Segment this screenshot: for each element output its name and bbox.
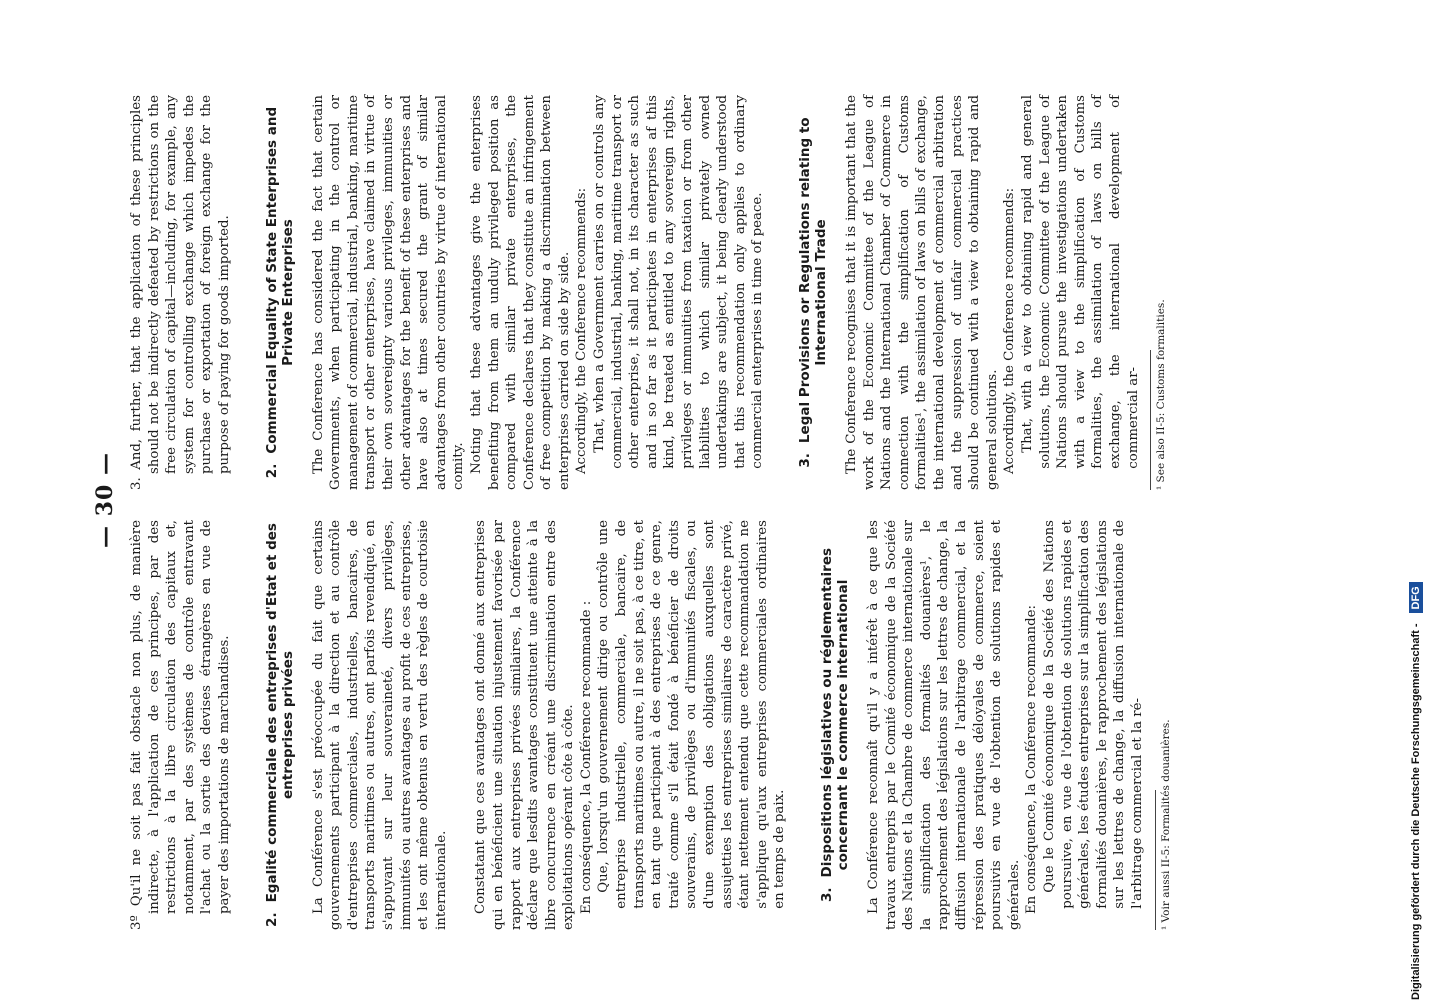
french-footnote: ¹ Voir aussi II-5: Formalités douanières. <box>1159 719 1172 930</box>
french-section-3-number: 3. <box>819 887 835 903</box>
dfg-sidebar-text: Digitalisierung gefördert durch die Deutsche Forschungsgemeinschaft - <box>1410 623 1422 1000</box>
english-section-3-title: Legal Provisions or Regulations relating to International Trade <box>797 117 829 444</box>
dfg-logo: DFG <box>1409 582 1423 613</box>
english-section-3-heading <box>797 95 829 490</box>
page-number: — 30 — <box>92 452 118 548</box>
french-section-3-heading <box>819 520 851 930</box>
french-footnote-rule <box>1155 790 1156 930</box>
english-section-2-title: Commercial Equality of State Enterprises and Private Enterprises <box>263 106 296 454</box>
french-section-2-number: 2. <box>263 912 280 927</box>
french-section-3-paragraph-2: En conséquence, la Conférence recommande: <box>1024 605 1040 915</box>
french-column <box>128 520 1173 930</box>
english-section-2-paragraph-2: Noting that these advantages give the enterprises benefiting from them an unduly privileged position as compared with similar private enterprises, the Conference declares that they constitute an infringement of free competition by making a discrimination between enterprises carried on side by side. <box>468 95 572 490</box>
english-section-3-paragraph-3: That, with a view to obtaining rapid and general solutions, the Economic Committee of the League of Nations should pursue the investigations undertaken with a view to the simplification of Customs formalities, the assimilation of laws on bills of exchange, the international development of commercial ar- <box>1019 95 1141 469</box>
french-section-2-paragraph-3: En conséquence, la Conférence recommande : <box>578 600 594 915</box>
english-section-3-paragraph-1: The Conference recognises that it is important that the work of the Economic Committee of the League of Nations and the International Chamber of Commerce in connection with the simplification of Customs formalities¹, the assimilation of laws on bills of exchange, the international development of commercial arbitration and the suppression of unfair commercial practices should be continued with a view to obtaining rapid and general solutions. <box>844 95 1000 490</box>
english-section-2-number: 2. <box>263 463 280 479</box>
french-section-3-title: Dispositions législatives ou réglementaires concernant le commerce international <box>819 547 851 878</box>
french-section-3-paragraph-1: La Conférence reconnaît qu'il y a intérêt à ce que les travaux entrepris par le Comité économique de la Société des Nations et la Chambre de commerce internationale sur la simplification des formalités douanières¹, le rapprochement des législations sur les lettres de change, la diffusion internationale de l'arbitrage commercial, et la répression des pratiques déloyales de commerce, soient poursuivis en vue de l'obtention de solutions rapides et générales. <box>866 520 1022 930</box>
dfg-sidebar <box>1409 580 1423 1000</box>
english-section-2-paragraph-3: Accordingly, the Conference recommends: <box>574 187 590 475</box>
french-section-2-paragraph-4: Que, lorsqu'un gouvernement dirige ou contrôle une entreprise industrielle, commerciale, bancaire, de transports maritimes ou autre, il ne soit pas, à ce titre, et en tant que participant à des entreprises de ce genre, traité comme s'il était fondé à bénéficier de droits souverains, de privilèges ou d'immunités fiscales, ou d'une exemption des obligations auxquelles sont assujetties les entreprises similaires de caractère privé, étant nettement entendu que cette recommandation ne s'applique qu'aux entreprises commerciales ordinaires en temps de paix. <box>596 520 788 909</box>
english-footnote: ¹ See also II-5: Customs formalities. <box>1155 299 1168 490</box>
french-intro-paragraph: 3º Qu'il ne soit pas fait obstacle non plus, de manière indirecte, à l'application de ces principes, par des restrictions à la libre circulation des capitaux et, notamment, par des systèmes de contrôle entravant l'achat ou la sortie des devises étrangères en vue de payer des importations de marchandises. <box>129 520 232 930</box>
french-section-3-paragraph-3: Que le Comité économique de la Société des Nations poursuive, en vue de l'obtention de solutions rapides et générales, les études entreprises sur la simplification des formalités douanières, le rapprochement des législations sur les lettres de change, la diffusion internationale de l'arbitrage commercial et la ré- <box>1041 520 1145 909</box>
english-footnote-rule <box>1150 350 1151 490</box>
english-section-2-paragraph-4: That, when a Government carries on or controls any commercial, industrial, banking, maritime transport or other enterprise, it shall not, in its character as such and in so far as it participates in enterprises af this kind, be treated as entitled to any sovereign rights, privileges or immunities from taxation or from other liabilities to which similar privately owned undertakings are subject, it being clearly understood that this recommendation only applies to ordinary commercial enterprises in time of peace. <box>592 95 766 469</box>
english-section-2-heading <box>264 95 296 490</box>
english-column <box>128 95 1168 490</box>
english-section-2-paragraph-1: The Conference has considered the fact that certain Governments, when participating in the control or management of commercial, industrial, banking, maritime transport or other enterprises, have claimed in virtue of their own sovereignty various privileges, immunities or other advantages for the benefit of these enterprises and have also at times secured the grant of similar advantages from other countries by virtue of international comity. <box>310 95 467 490</box>
english-section-3-number: 3. <box>797 453 813 468</box>
french-section-2-paragraph-1: La Conférence s'est préoccupée du fait que certains gouvernements participant à la direction et au contrôle d'entreprises commerciales, industrielles, bancaires, de transports maritimes ou autres, ont parfois revendiqué, en s'appuyant sur leur souveraineté, divers privilèges, immunités ou autres avantages au profit de ces entreprises, et les ont même obtenus en vertu des règles de courtoisie internationale. <box>310 520 449 930</box>
french-section-2-paragraph-2: Constatant que ces avantages ont donné aux entreprises qui en bénéficient une situation injustement favorisée par rapport aux entreprises privées similaires, la Conférence déclare que lesdits avantages constituent une atteinte à la libre concurrence en créant une discrimination entre des exploitations opérant côte à côte. <box>473 520 577 930</box>
english-section-3-paragraph-2: Accordingly, the Conference recommends: <box>1002 187 1018 475</box>
english-intro-paragraph: 3. And, further, that the application of these principles should not be indirectly defeated by restrictions on the free circulation of capital—including, for example, any system for controlling exchange which impedes the purchase or exportation of foreign exchange for the purpose of paying for goods imported. <box>129 95 232 490</box>
french-section-2-title: Egalité commerciale des entreprises d'Etat et des entreprises privées <box>263 523 296 903</box>
french-section-2-heading <box>264 520 296 930</box>
